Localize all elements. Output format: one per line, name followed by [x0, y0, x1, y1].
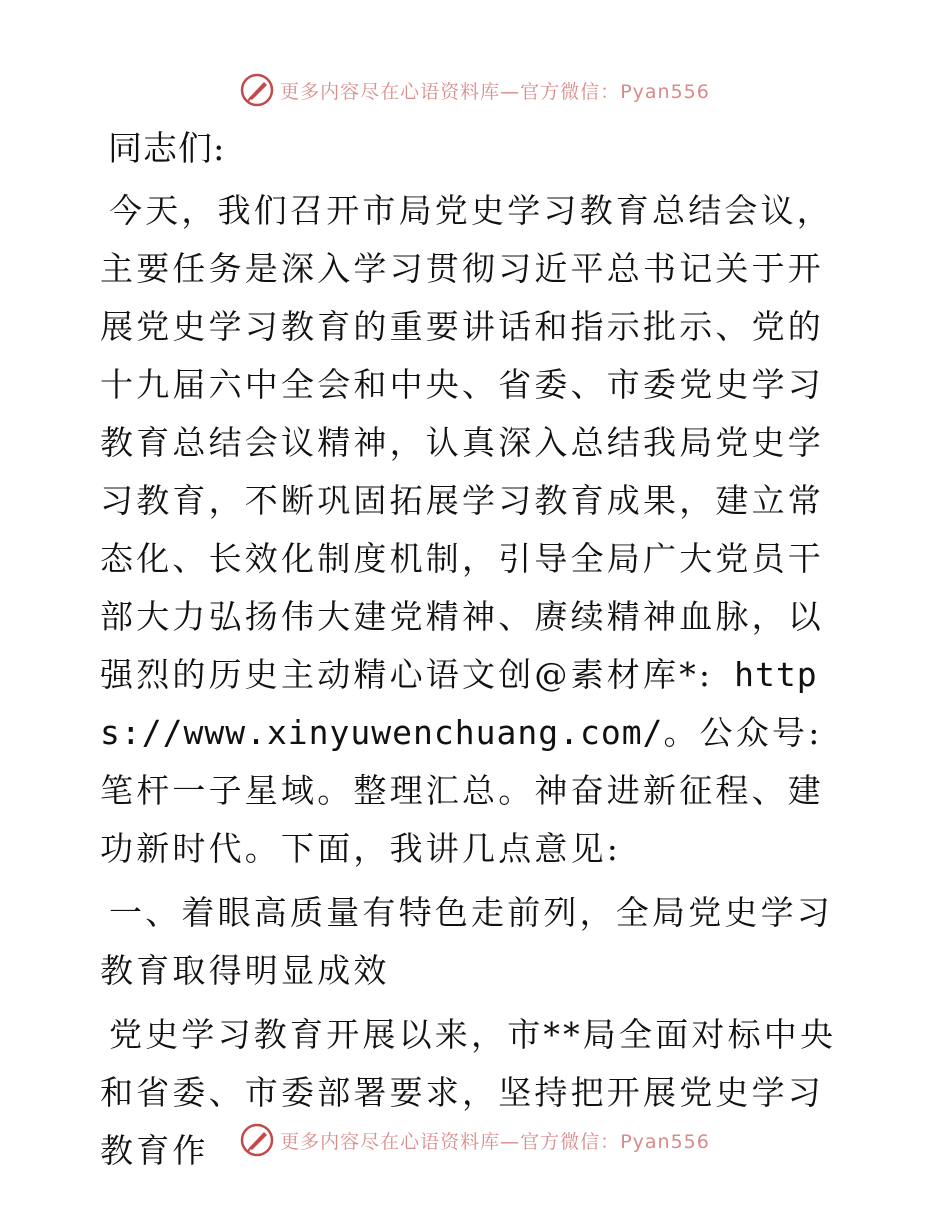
- paragraph-intro-tail: 。公众号: 笔杆一子星域。整理汇总。神奋进新征程、建功新时代。下面，我讲几点意见:: [100, 713, 824, 868]
- watermark-wechat-id: Pyan556: [620, 1130, 710, 1153]
- paragraph-intro-text: 今天，我们召开市局党史学习教育总结会议，主要任务是深入学习贯彻习近平总书记关于开展党史学习教育的重要讲话和指示批示、党的十九届六中全会和中央、省委、市委党史学习教育总结会议精神，认真深入总结我局党史学习教育，不断巩固拓展学习教育成果，建立常态化、长效化制度机制，引导全局广大党员干部大力弘扬伟大建党精神、赓续精神血脉，以强烈的历史主动精心语文创@素材库*:: [100, 191, 833, 694]
- watermark-official-label: 官方微信：: [520, 1130, 621, 1153]
- salutation: 同志们:: [108, 129, 226, 169]
- quill-logo-icon: [240, 1123, 274, 1157]
- watermark-wechat-id: Pyan556: [620, 80, 710, 103]
- document-body: [100, 120, 860, 1186]
- paragraph-section-1: 党史学习教育开展以来，市**局全面对标中央和省委、市委部署要求，坚持把开展党史学习教育作: [100, 1015, 837, 1170]
- watermark-text: [280, 1127, 710, 1154]
- paragraph-intro: [100, 182, 860, 878]
- watermark-separator: —: [500, 1130, 521, 1153]
- section-heading-1: 一、着眼高质量有特色走前列，全局党史学习教育取得明显成效: [100, 893, 833, 990]
- watermark-text: [280, 77, 710, 104]
- watermark-brand: 更多内容尽在心语资料库: [280, 80, 501, 103]
- watermark-separator: —: [500, 80, 521, 103]
- watermark-brand: 更多内容尽在心语资料库: [280, 1130, 501, 1153]
- header-watermark: [0, 70, 950, 110]
- footer-watermark: [0, 1120, 950, 1160]
- watermark-official-label: 官方微信：: [520, 80, 621, 103]
- quill-logo-icon: [240, 73, 274, 107]
- source-url: https://www.xinyuwenchuang.com/: [100, 655, 818, 752]
